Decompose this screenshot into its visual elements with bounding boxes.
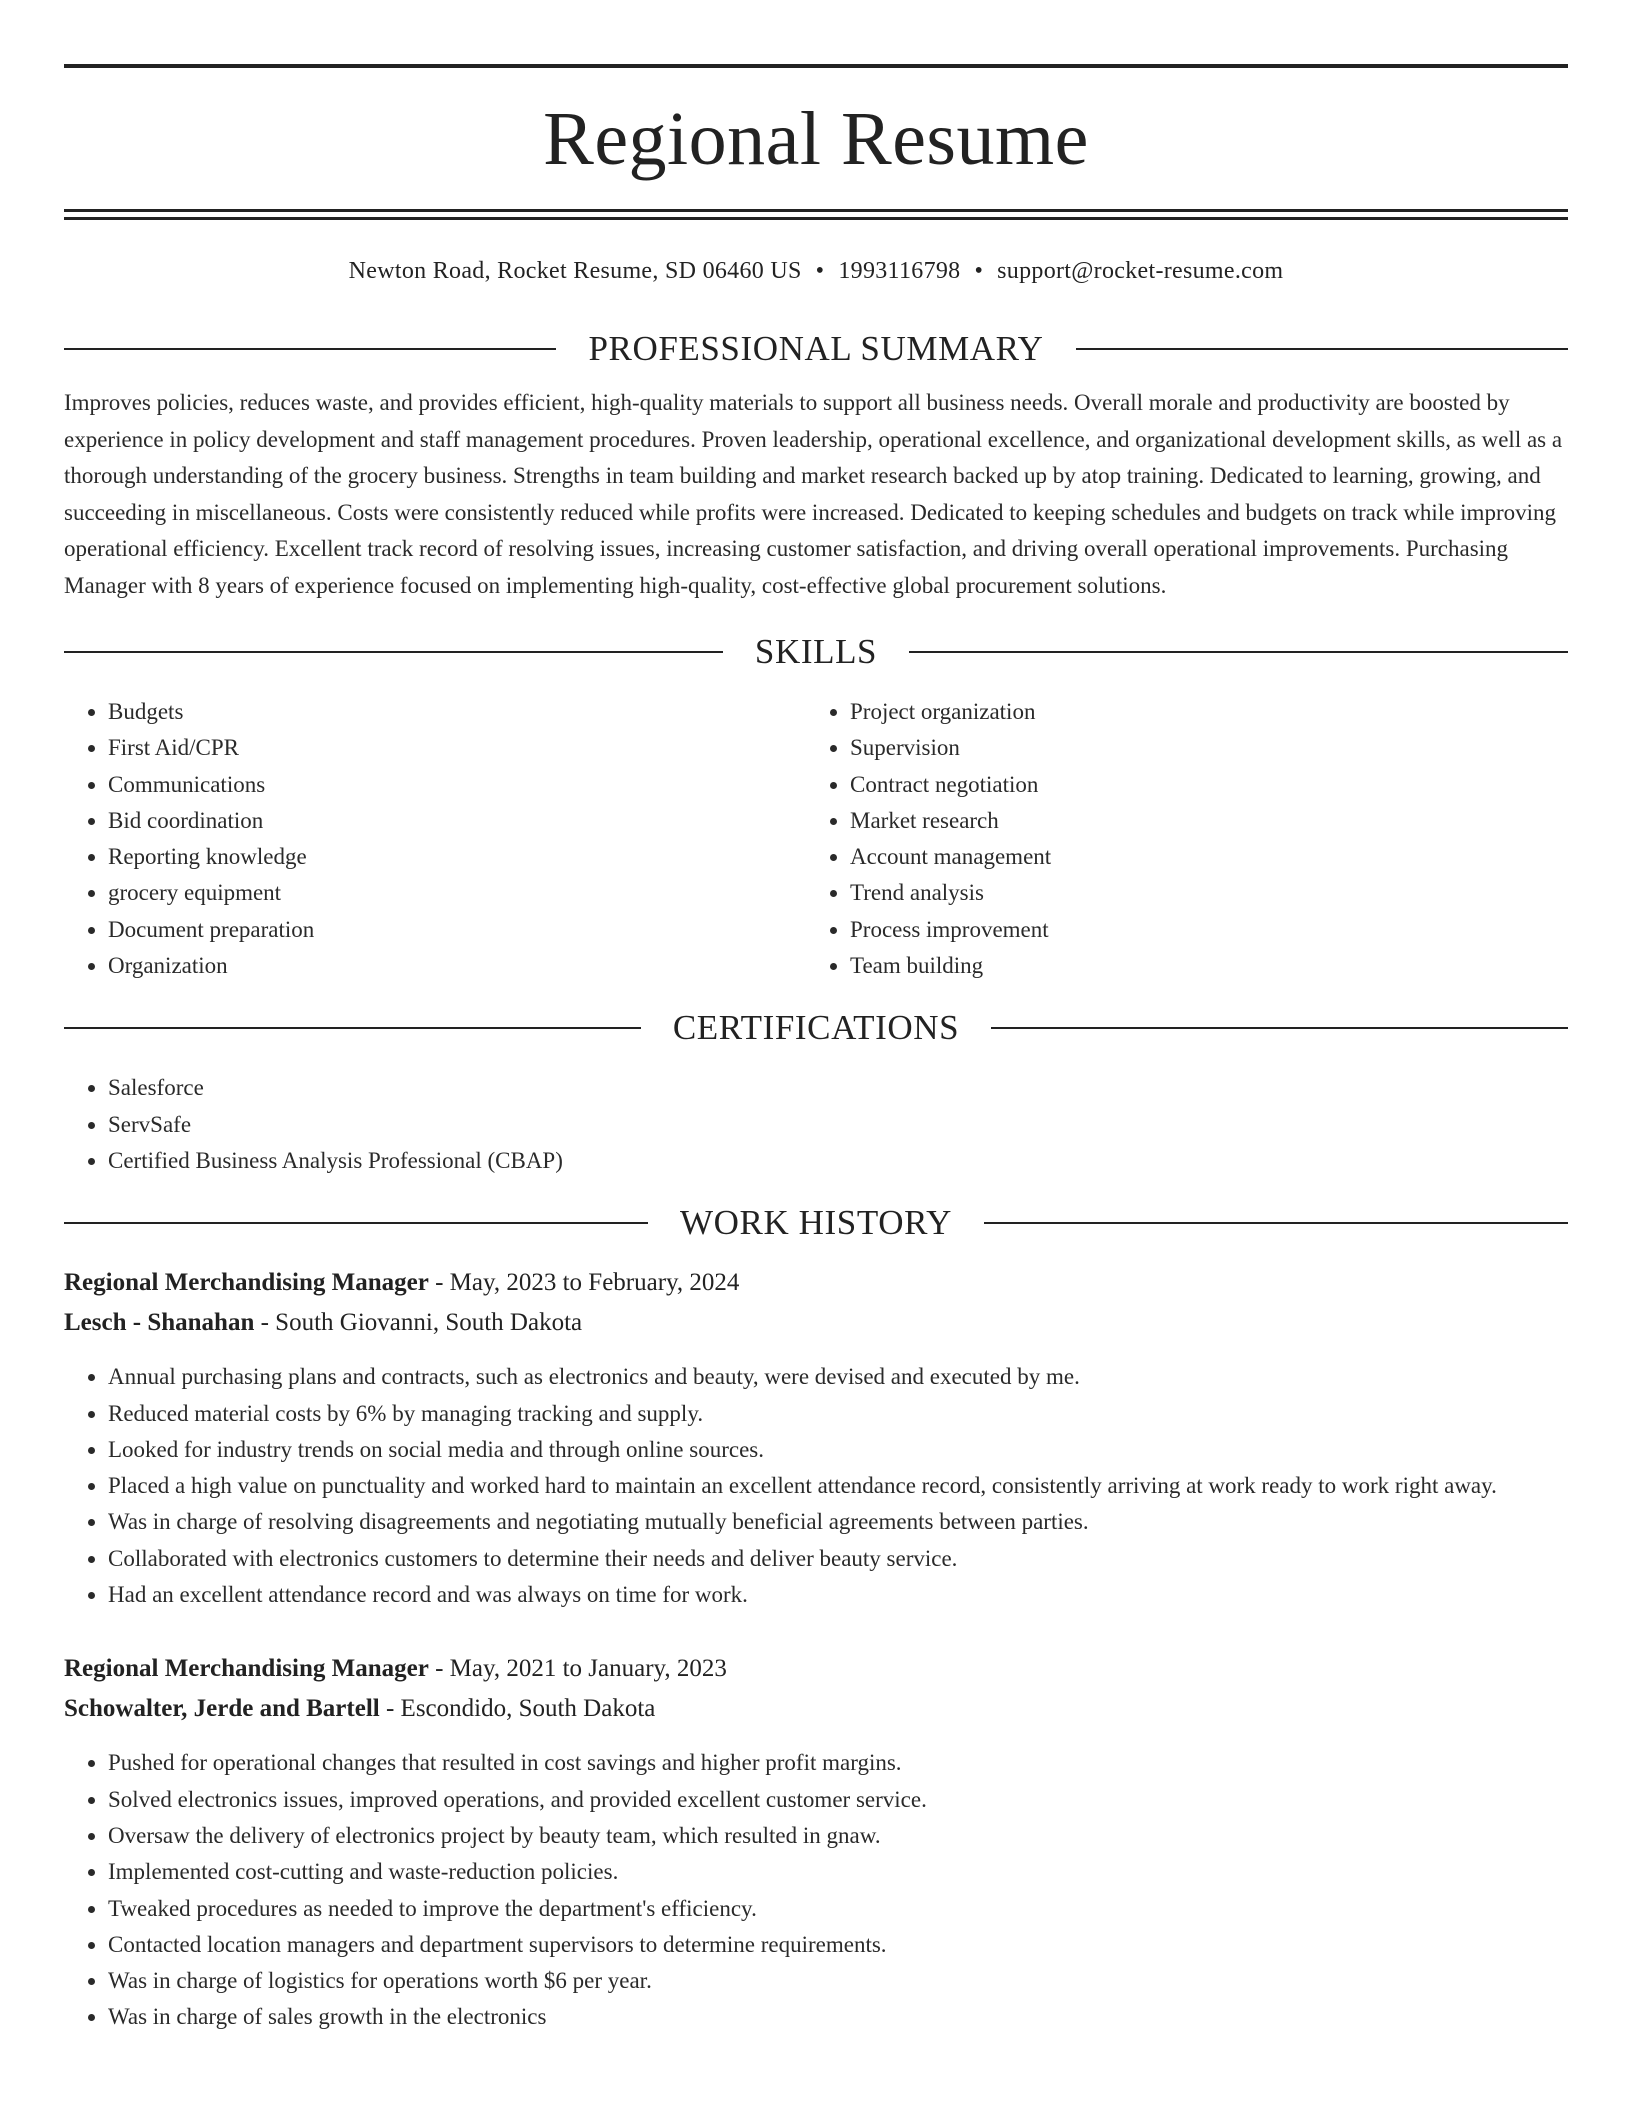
- section-title: CERTIFICATIONS: [672, 1008, 960, 1048]
- job-bullet: • Had an excellent attendance record and was always on time for work.: [108, 1577, 1568, 1613]
- skill-item: • Organization: [108, 948, 806, 984]
- job-bullet: • Reduced material costs by 6% by managing tracking and supply.: [108, 1396, 1568, 1432]
- job-location: - Escondido, South Dakota: [379, 1695, 656, 1723]
- heading-rule: [909, 651, 1568, 653]
- job-bullet: • Oversaw the delivery of electronics project by beauty team, which resulted in gnaw.: [108, 1818, 1568, 1854]
- skill-item: • Communications: [108, 767, 806, 803]
- resume-name: Regional Resume: [543, 96, 1089, 181]
- skill-item: • Account management: [850, 839, 1548, 875]
- contact-separator: •: [974, 258, 984, 284]
- skill-item: • Budgets: [108, 694, 806, 730]
- job-company: Schowalter, Jerde and Bartell: [64, 1695, 380, 1723]
- skill-item: • grocery equipment: [108, 875, 806, 911]
- job-bullet: • Tweaked procedures as needed to improve the department's efficiency.: [108, 1891, 1568, 1927]
- job-bullet: • Was in charge of logistics for operations worth $6 per year.: [108, 1963, 1568, 1999]
- heading-rule: [64, 651, 723, 653]
- skills-list: [64, 694, 1568, 984]
- job-entry: [64, 1649, 1568, 2035]
- heading-rule: [64, 348, 556, 350]
- heading-rule: [64, 1027, 641, 1029]
- job-bullet: • Implemented cost-cutting and waste-reduction policies.: [108, 1854, 1568, 1890]
- section-heading-skills: [64, 632, 1568, 672]
- contact-separator: •: [815, 258, 825, 284]
- job-bullet: • Annual purchasing plans and contracts, such as electronics and beauty, were devised and executed by me.: [108, 1359, 1568, 1395]
- skill-item: • Document preparation: [108, 912, 806, 948]
- job-location: - South Giovanni, South Dakota: [254, 1309, 583, 1337]
- job-company-line: [64, 1689, 1568, 1729]
- skill-item: • Trend analysis: [850, 875, 1548, 911]
- section-title: SKILLS: [754, 632, 878, 671]
- skill-item: • Process improvement: [850, 912, 1548, 948]
- name-double-rule: [64, 209, 1568, 220]
- skills-column-left: [64, 694, 806, 984]
- skill-item: • First Aid/CPR: [108, 730, 806, 766]
- heading-rule: [1076, 348, 1568, 350]
- section-title: PROFESSIONAL SUMMARY: [588, 329, 1044, 368]
- job-role: Regional Merchandising Manager: [64, 1269, 429, 1297]
- contact-email: support@rocket-resume.com: [997, 258, 1284, 284]
- job-title-line: [64, 1649, 1568, 1689]
- job-bullets: [64, 1745, 1568, 2035]
- contact-phone: 1993116798: [838, 258, 961, 284]
- skill-item: • Project organization: [850, 694, 1548, 730]
- section-heading-work-history: [64, 1203, 1568, 1243]
- job-bullet: • Collaborated with electronics customers to determine their needs and deliver beauty service.: [108, 1541, 1568, 1577]
- summary-text: Improves policies, reduces waste, and provides efficient, high-quality materials to support all business needs. Overall morale and productivity are boosted by experience in policy development and staff management procedures. Proven leadership, operational excellence, and organizational development skills, as well as a thorough understanding of the grocery business. Strengths in team building and market research backed up by atop training. Dedicated to learning, growing, and succeeding in miscellaneous. Costs were consistently reduced while profits were increased. Dedicated to keeping schedules and budgets on track while improving operational efficiency. Excellent track record of resolving issues, increasing customer satisfaction, and driving overall operational improvements. Purchasing Manager with 8 years of experience focused on implementing high-quality, cost-effective global procurement solutions.: [64, 390, 1563, 598]
- skill-item: • Contract negotiation: [850, 767, 1548, 803]
- section-heading-summary: [64, 329, 1568, 369]
- job-bullet: • Placed a high value on punctuality and worked hard to maintain an excellent attendance record, consistently arriving at work ready to work right away.: [108, 1468, 1568, 1504]
- skill-item: • Team building: [850, 948, 1548, 984]
- job-title-line: [64, 1263, 1568, 1303]
- skill-item: • Bid coordination: [108, 803, 806, 839]
- section-heading-certifications: [64, 1008, 1568, 1048]
- job-dates: - May, 2023 to February, 2024: [428, 1269, 740, 1297]
- job-bullet: • Pushed for operational changes that resulted in cost savings and higher profit margins.: [108, 1745, 1568, 1781]
- job-company-line: [64, 1303, 1568, 1343]
- skill-item: • Reporting knowledge: [108, 839, 806, 875]
- section-title: WORK HISTORY: [680, 1203, 952, 1243]
- job-bullets: [64, 1359, 1568, 1613]
- heading-rule: [64, 1222, 648, 1224]
- job-bullet: • Was in charge of resolving disagreements and negotiating mutually beneficial agreements between parties.: [108, 1504, 1568, 1540]
- contact-address: Newton Road, Rocket Resume, SD 06460 US: [348, 258, 802, 284]
- job-role: Regional Merchandising Manager: [64, 1655, 429, 1683]
- job-bullet: • Looked for industry trends on social media and through online sources.: [108, 1432, 1568, 1468]
- job-entry: [64, 1263, 1568, 1613]
- certification-item: • ServSafe: [108, 1107, 1568, 1143]
- skills-column-right: [806, 694, 1548, 984]
- certifications-list: [64, 1070, 1568, 1179]
- job-bullet: • Solved electronics issues, improved operations, and provided excellent customer service.: [108, 1782, 1568, 1818]
- skill-item: • Market research: [850, 803, 1548, 839]
- job-bullet: • Was in charge of sales growth in the electronics: [108, 1999, 1568, 2035]
- work-history-list: [64, 1263, 1568, 2035]
- heading-rule: [984, 1222, 1568, 1224]
- certification-item: • Certified Business Analysis Professional (CBAP): [108, 1143, 1568, 1179]
- certification-item: • Salesforce: [108, 1070, 1568, 1106]
- job-company: Lesch - Shanahan: [64, 1309, 255, 1337]
- skill-item: • Supervision: [850, 730, 1548, 766]
- resume-page: [64, 64, 1568, 2036]
- job-dates: - May, 2021 to January, 2023: [428, 1655, 727, 1683]
- heading-rule: [991, 1027, 1568, 1029]
- contact-line: [64, 258, 1568, 285]
- job-bullet: • Contacted location managers and department supervisors to determine requirements.: [108, 1927, 1568, 1963]
